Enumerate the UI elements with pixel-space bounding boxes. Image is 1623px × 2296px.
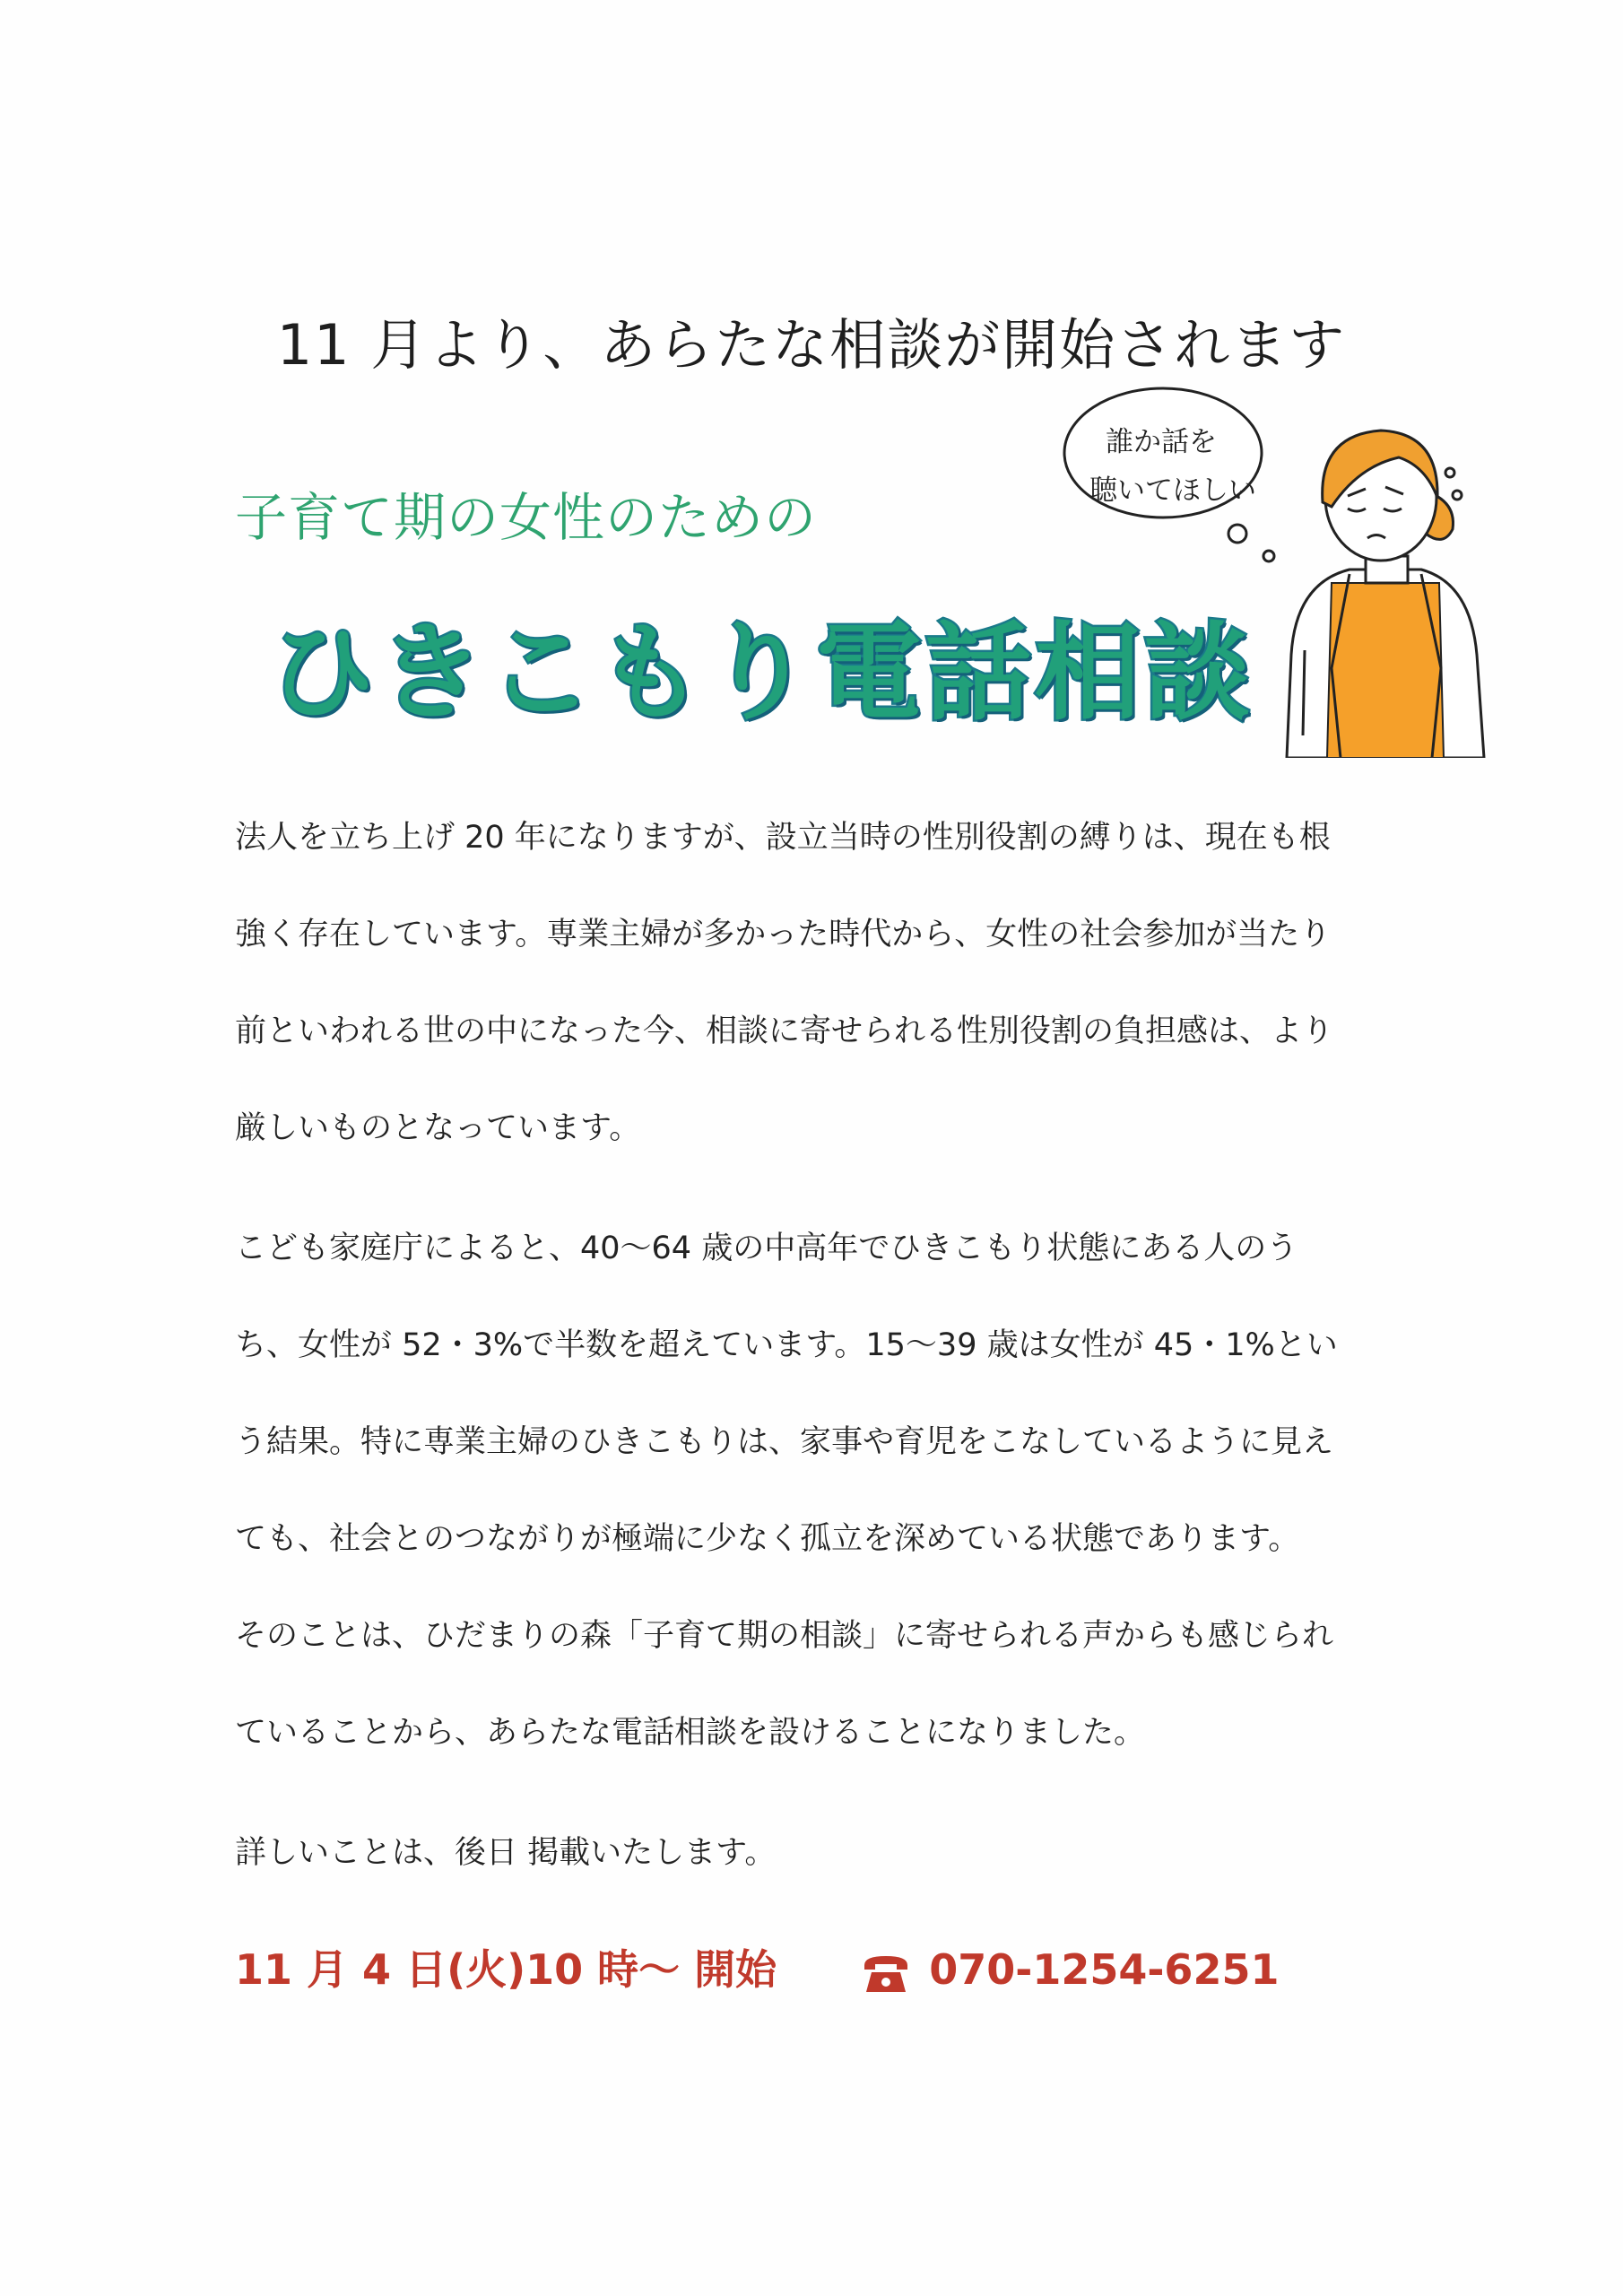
thought-bubble-dot-small [1263, 551, 1274, 561]
sweat-mark [1453, 491, 1462, 500]
worried-woman-illustration [1063, 381, 1493, 758]
footer-contact [235, 1937, 1401, 1996]
paragraph-2 [235, 1200, 1401, 1781]
paragraph-line: 前といわれる世の中になった今、相談に寄せられる性別役割の負担感は、より [235, 1013, 1334, 1049]
phone-number[interactable]: 070-1254-6251 [929, 1945, 1280, 1994]
headline: 11 月より、あらたな相談が開始されます [276, 312, 1347, 378]
paragraph-line: ても、社会とのつながりが極端に少なく孤立を深めている状態であります。 [235, 1521, 1300, 1557]
paragraph-line: ていることから、あらたな電話相談を設けることになりました。 [235, 1715, 1146, 1751]
body-text [235, 789, 1401, 1901]
sweat-mark [1445, 468, 1454, 477]
paragraph-line: 法人を立ち上げ 20 年になりますが、設立当時の性別役割の縛りは、現在も根 [235, 820, 1331, 856]
paragraph-line: 厳しいものとなっています。 [235, 1110, 641, 1146]
bubble-text-line1: 誰か話を [1106, 426, 1217, 458]
paragraph-line: そのことは、ひだまりの森「子育て期の相談」に寄せられる声からも感じられ [235, 1618, 1334, 1654]
paragraph-3 [235, 1805, 1401, 1901]
paragraph-line: 詳しいことは、後日 掲載いたします。 [235, 1835, 777, 1871]
thought-bubble-dot-large [1228, 525, 1246, 543]
subtitle: 子育て期の女性のための [235, 487, 818, 548]
bubble-text-line2: 聴いてほしい [1089, 474, 1256, 507]
paragraph-line: ち、女性が 52・3%で半数を超えています。15～39 歳は女性が 45・1%とい [235, 1327, 1338, 1363]
paragraph-line: う結果。特に専業主婦のひきこもりは、家事や育児をこなしているように見え [235, 1424, 1334, 1460]
paragraph-1 [235, 789, 1401, 1177]
paragraph-line: こども家庭庁によると、40～64 歳の中高年でひきこもり状態にある人のう [235, 1231, 1298, 1266]
start-date: 11 月 4 日(火)10 時～ 開始 [235, 1945, 777, 1994]
telephone-icon [861, 1952, 911, 1994]
main-title: ひきこもり電話相談 [269, 611, 1254, 735]
shirt [1327, 583, 1444, 758]
paragraph-line: 強く存在しています。専業主婦が多かった時代から、女性の社会参加が当たり [235, 917, 1332, 952]
